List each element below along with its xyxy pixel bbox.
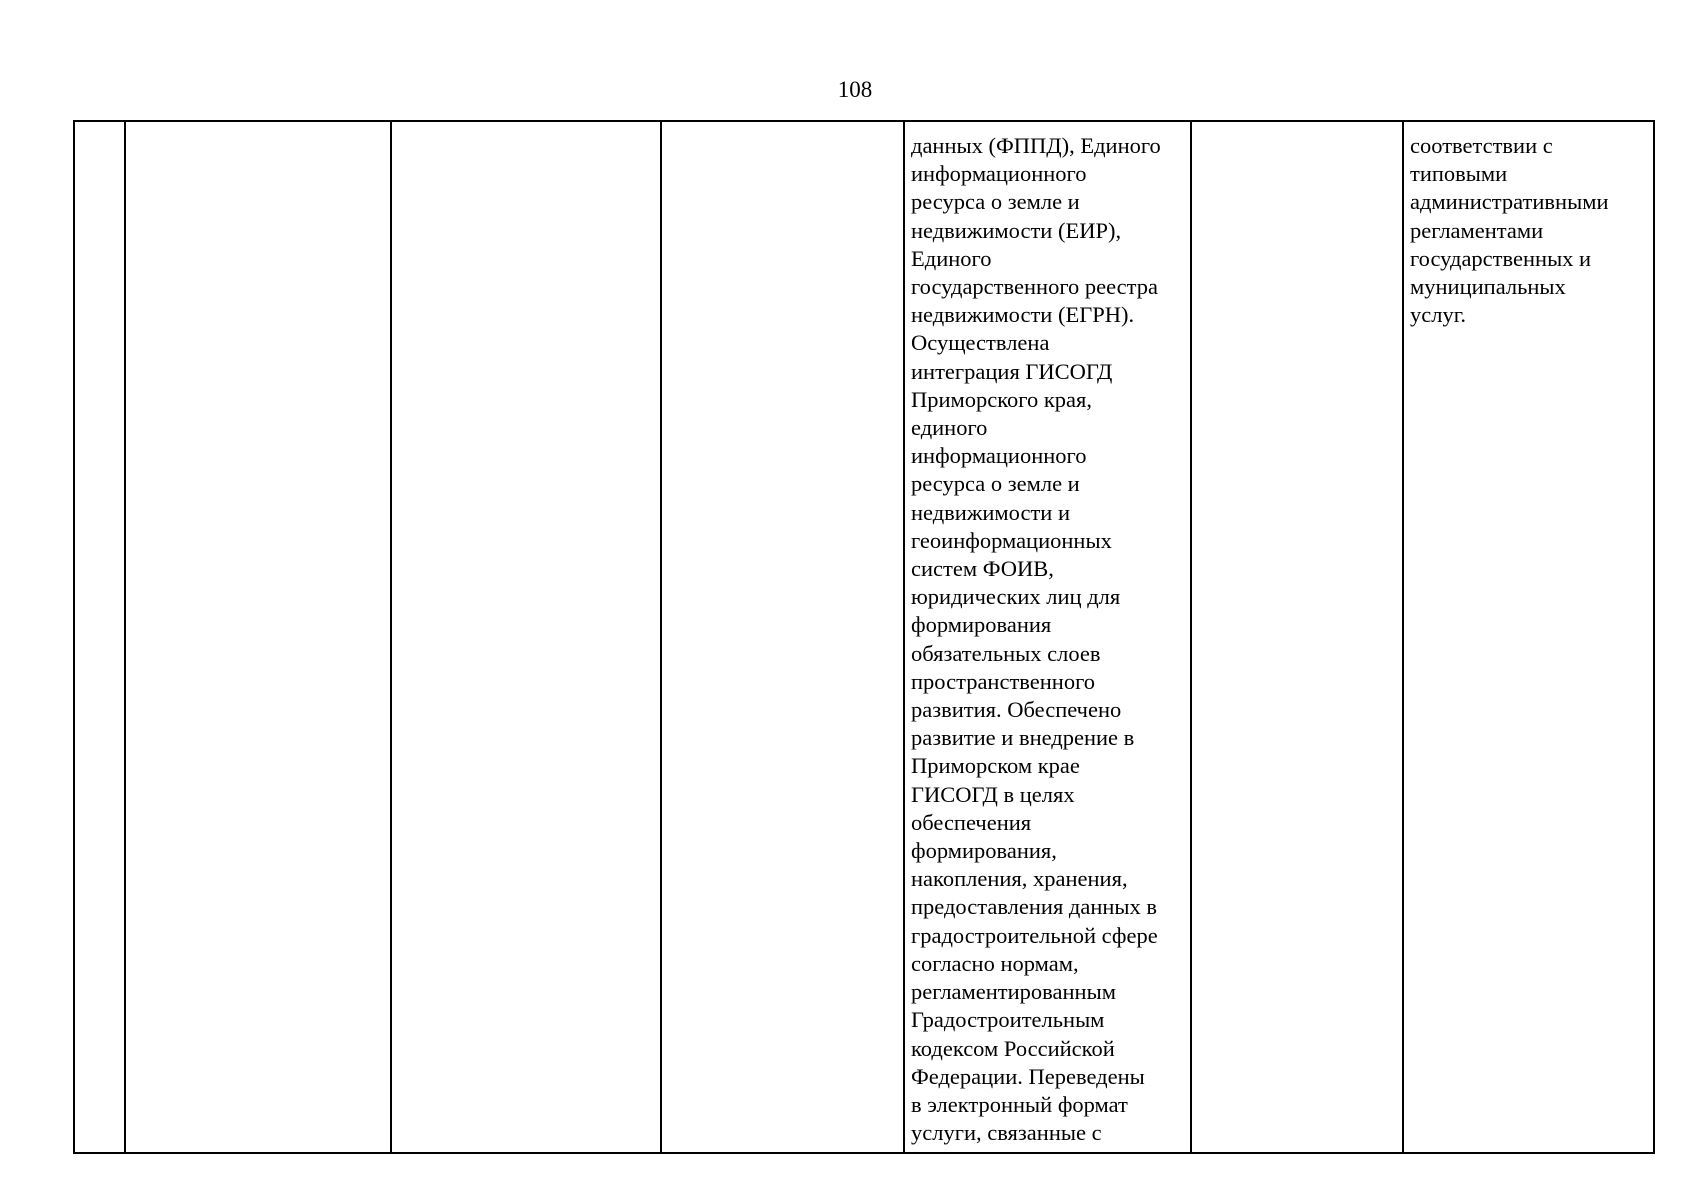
notes-text: соответствии с типовыми административными регламентами государственных и муниципальных услуг. bbox=[1410, 133, 1609, 328]
cell-text bbox=[75, 122, 124, 132]
page-number: 108 bbox=[837, 77, 873, 102]
table-cell-results bbox=[904, 121, 1191, 1153]
table-cell-number bbox=[74, 121, 125, 1153]
cell-text bbox=[392, 122, 660, 132]
table-cell-col-3 bbox=[391, 121, 661, 1153]
cell-text bbox=[126, 122, 390, 132]
table-row bbox=[74, 121, 1654, 1153]
results-text: данных (ФППД), Единого информационного ресурса о земле и недвижимости (ЕИР), Единого государственного реестра недвижимости (ЕГРН). Осуществлена интеграция ГИСОГД Приморского края, единого информационного ресурса о земле и недвижимости и геоинформационных систем ФОИВ, юридических лиц для формирования обязательных слоев пространственного развития. Обеспечено развитие и внедрение в Приморском крае ГИСОГД в целях обеспечения формирования, накопления, хранения, предоставления данных в градостроительной сфере согласно нормам, регламентированным Градостроительным кодексом Российской Федерации. Переведены в электронный формат услуги, связанные с bbox=[911, 133, 1161, 1146]
document-table bbox=[73, 120, 1655, 1154]
table-cell-col-2 bbox=[125, 121, 391, 1153]
table-cell-notes bbox=[1403, 121, 1654, 1153]
cell-text bbox=[662, 122, 903, 132]
cell-text bbox=[1192, 122, 1402, 132]
table-cell-col-4 bbox=[661, 121, 904, 1153]
table-cell-col-6 bbox=[1191, 121, 1403, 1153]
